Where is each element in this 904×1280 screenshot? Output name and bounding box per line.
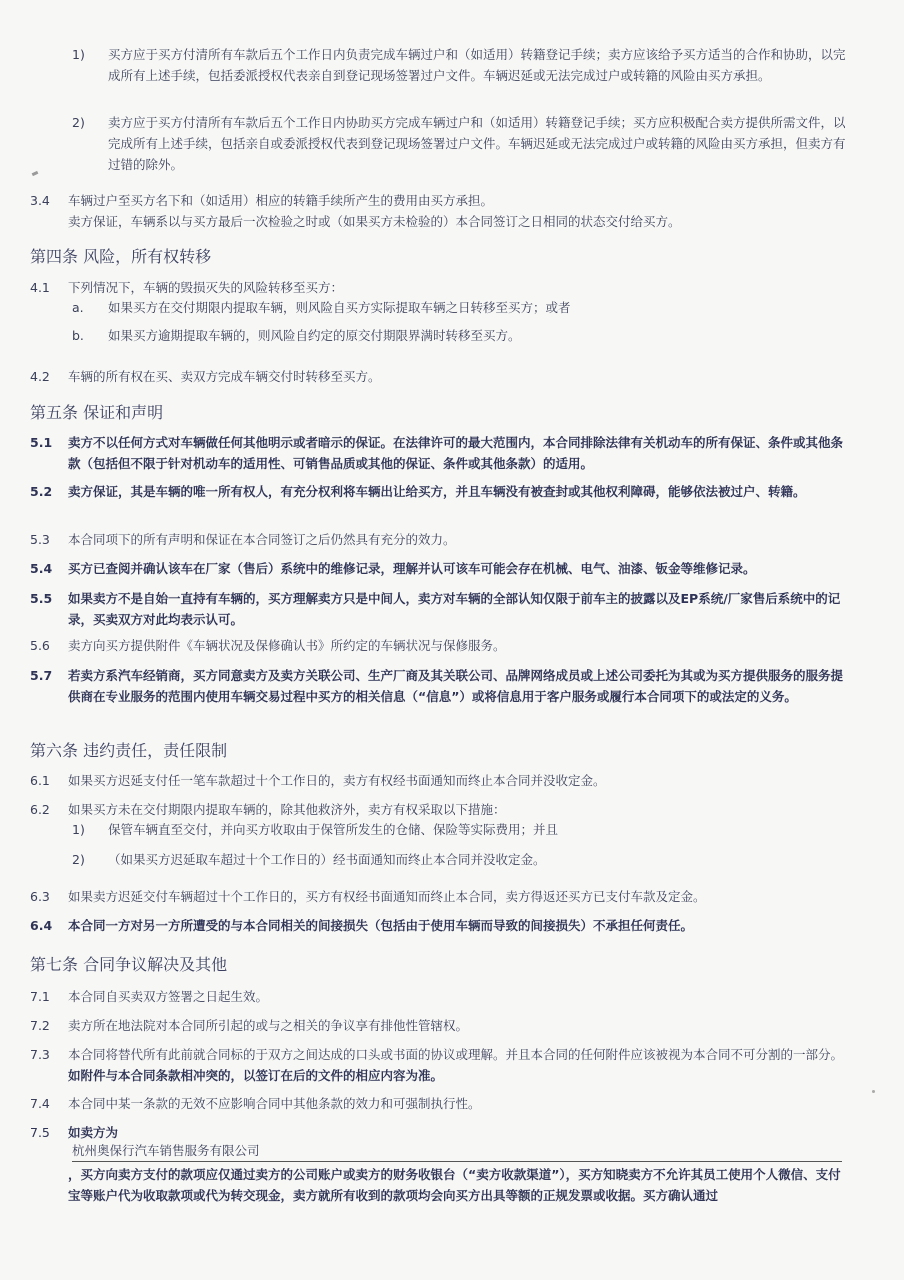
clause-7-5 (30, 1122, 850, 1143)
clause-6-1 (30, 770, 850, 791)
clause-number: 4.2 (30, 369, 50, 384)
clause-text-line1: 车辆过户至买方名下和（如适用）相应的转籍手续所产生的费用由买方承担。 (68, 193, 494, 208)
clause-text: 卖方不以任何方式对车辆做任何其他明示或者暗示的保证。在法律许可的最大范围内，本合同排除法律有关机动车的所有保证、条件或其他条款（包括但不限于针对机动车的适用性、可销售品质或其他的保证、条件或其他条款）的适用。 (68, 435, 844, 471)
item-number: a. (72, 300, 84, 315)
clause-number: 4.1 (30, 280, 50, 295)
clause-text: ，买方向卖方支付的款项应仅通过卖方的公司账户或卖方的财务收银台（“卖方收款渠道”），买方知晓卖方不允许其员工使用个人微信、支付宝等账户代为收取款项或代为转交现金，卖方就所有收到的款项均会向买方出具等额的正规发票或收据。买方确认通过 (68, 1167, 841, 1203)
clause-number: 6.1 (30, 773, 50, 788)
clause-text: 卖方向买方提供附件《车辆状况及保修确认书》所约定的车辆状况与保修服务。 (68, 638, 506, 653)
clause-number: 5.4 (30, 561, 53, 576)
clause-text: 卖方保证，其是车辆的唯一所有权人，有充分权利将车辆出让给买方，并且车辆没有被查封或其他权利障碍，能够依法被过户、转籍。 (68, 484, 806, 499)
clause-number: 7.3 (30, 1047, 50, 1062)
clause-text: 本合同中某一条款的无效不应影响合同中其他条款的效力和可强制执行性。 (68, 1096, 481, 1111)
clause-text: 如果买方未在交付期限内提取车辆的，除其他救济外，卖方有权采取以下措施： (68, 802, 506, 817)
clause-text: 如果买方迟延支付任一笔车款超过十个工作日的，卖方有权经书面通知而终止本合同并没收定金。 (68, 773, 606, 788)
clause-text: 车辆的所有权在买、卖双方完成车辆交付时转移至买方。 (68, 369, 381, 384)
clause-number: 7.5 (30, 1125, 50, 1140)
clause-4-1 (30, 277, 850, 298)
clause-3-4 (30, 190, 850, 232)
clause-5-5 (30, 588, 850, 630)
section-6-title: 第六条 违约责任，责任限制 (30, 741, 228, 760)
clause-5-4 (30, 558, 850, 579)
clause-text: 本合同一方对另一方所遭受的与本合同相关的间接损失（包括由于使用车辆而导致的间接损失）不承担任何责任。 (68, 918, 694, 933)
clause-4-1-b (72, 325, 847, 346)
clause-5-6 (30, 635, 850, 656)
clause-number: 7.1 (30, 989, 50, 1004)
item-text: （如果买方迟延取车超过十个工作日的）经书面通知而终止本合同并没收定金。 (108, 852, 546, 867)
clause-3-3-item-2 (72, 112, 847, 175)
clause-text: 本合同项下的所有声明和保证在本合同签订之后仍然具有充分的效力。 (68, 532, 456, 547)
clause-text: 下列情况下，车辆的毁损灭失的风险转移至买方： (68, 280, 344, 295)
scan-dot (872, 1090, 875, 1093)
clause-6-3 (30, 886, 850, 907)
clause-number: 6.4 (30, 918, 53, 933)
section-4-title: 第四条 风险，所有权转移 (30, 247, 212, 266)
clause-text: 如果卖方迟延交付车辆超过十个工作日的，买方有权经书面通知而终止本合同，卖方得返还买方已支付车款及定金。 (68, 889, 706, 904)
clause-number: 5.1 (30, 435, 53, 450)
item-text: 如果买方在交付期限内提取车辆，则风险自买方实际提取车辆之日转移至买方；或者 (108, 300, 571, 315)
clause-text-bold: 如附件与本合同条款相冲突的，以签订在后的文件的相应内容为准。 (68, 1068, 444, 1083)
clause-text-line2: 卖方保证，车辆系以与买方最后一次检验之时或（如果买方未检验的）本合同签订之日相同的状态交付给买方。 (68, 214, 681, 229)
clause-number: 5.7 (30, 668, 53, 683)
clause-text: 买方已查阅并确认该车在厂家（售后）系统中的维修记录，理解并认可该车可能会存在机械、电气、油漆、钣金等维修记录。 (68, 561, 756, 576)
clause-7-2 (30, 1015, 850, 1036)
item-text: 如果买方逾期提取车辆的，则风险自约定的原交付期限界满时转移至买方。 (108, 328, 521, 343)
clause-text (68, 1044, 850, 1086)
clause-7-3 (30, 1044, 850, 1086)
clause-5-7 (30, 665, 850, 707)
clause-text: 卖方所在地法院对本合同所引起的或与之相关的争议享有排他性管辖权。 (68, 1018, 469, 1033)
clause-4-1-a (72, 297, 847, 318)
clause-label: 如卖方为 (68, 1125, 119, 1140)
clause-text-plain: 本合同将替代所有此前就合同标的于双方之间达成的口头或书面的协议或理解。并且本合同的任何附件应该被视为本合同不可分割的一部分。 (68, 1047, 844, 1062)
item-number: 1) (72, 47, 85, 62)
scan-mark (32, 171, 39, 176)
clause-6-2-item-2 (72, 849, 847, 870)
clause-text: 若卖方系汽车经销商，买方同意卖方及卖方关联公司、生产厂商及其关联公司、品牌网络成员或上述公司委托为其或为买方提供服务的服务提供商在专业服务的范围内使用车辆交易过程中买方的相关信息（“信息”）或将信息用于客户服务或履行本合同项下的或法定的义务。 (68, 668, 844, 704)
clause-number: 6.3 (30, 889, 50, 904)
clause-6-4 (30, 915, 850, 936)
clause-6-2-item-1 (72, 819, 847, 840)
clause-6-2 (30, 799, 850, 820)
clause-number: 6.2 (30, 802, 50, 817)
clause-number: 7.4 (30, 1096, 50, 1111)
item-text: 保管车辆直至交付，并向买方收取由于保管所发生的仓储、保险等实际费用；并且 (108, 822, 559, 837)
clause-7-4 (30, 1093, 850, 1114)
clause-7-1 (30, 986, 850, 1007)
clause-4-2 (30, 366, 850, 387)
clause-text: 如果卖方不是自始一直持有车辆的，买方理解卖方只是中间人，卖方对车辆的全部认知仅限于前车主的披露以及EP系统/厂家售后系统中的记录，买卖双方对此均表示认可。 (68, 591, 841, 627)
clause-number: 5.5 (30, 591, 53, 606)
section-5-title: 第五条 保证和声明 (30, 403, 164, 422)
clause-5-1 (30, 432, 850, 474)
seller-company-name: 杭州奥保行汽车销售服务有限公司 (72, 1142, 842, 1162)
item-number: b. (72, 328, 84, 343)
clause-3-3-item-1 (72, 44, 847, 86)
item-number: 2) (72, 852, 85, 867)
clause-number: 5.3 (30, 532, 50, 547)
section-7-title: 第七条 合同争议解决及其他 (30, 955, 228, 974)
clause-number: 5.2 (30, 484, 53, 499)
clause-number: 5.6 (30, 638, 50, 653)
clause-7-5-text (68, 1164, 850, 1206)
item-text: 买方应于买方付清所有车款后五个工作日内负责完成车辆过户和（如适用）转籍登记手续；卖方应该给予买方适当的合作和协助，以完成所有上述手续，包括委派授权代表亲自到登记现场签署过户文件。车辆迟延或无法完成过户或转籍的风险由买方承担。 (108, 47, 846, 83)
clause-5-2 (30, 481, 850, 502)
clause-5-3 (30, 529, 850, 550)
item-text: 卖方应于买方付清所有车款后五个工作日内协助买方完成车辆过户和（如适用）转籍登记手续；买方应积极配合卖方提供所需文件，以完成所有上述手续，包括亲自或委派授权代表到登记现场签署过户文件。车辆迟延或无法完成过户或转籍的风险由买方承担，但卖方有过错的除外。 (108, 115, 846, 172)
clause-number: 7.2 (30, 1018, 50, 1033)
item-number: 2) (72, 115, 85, 130)
clause-number: 3.4 (30, 193, 50, 208)
item-number: 1) (72, 822, 85, 837)
clause-text: 本合同自买卖双方签署之日起生效。 (68, 989, 269, 1004)
